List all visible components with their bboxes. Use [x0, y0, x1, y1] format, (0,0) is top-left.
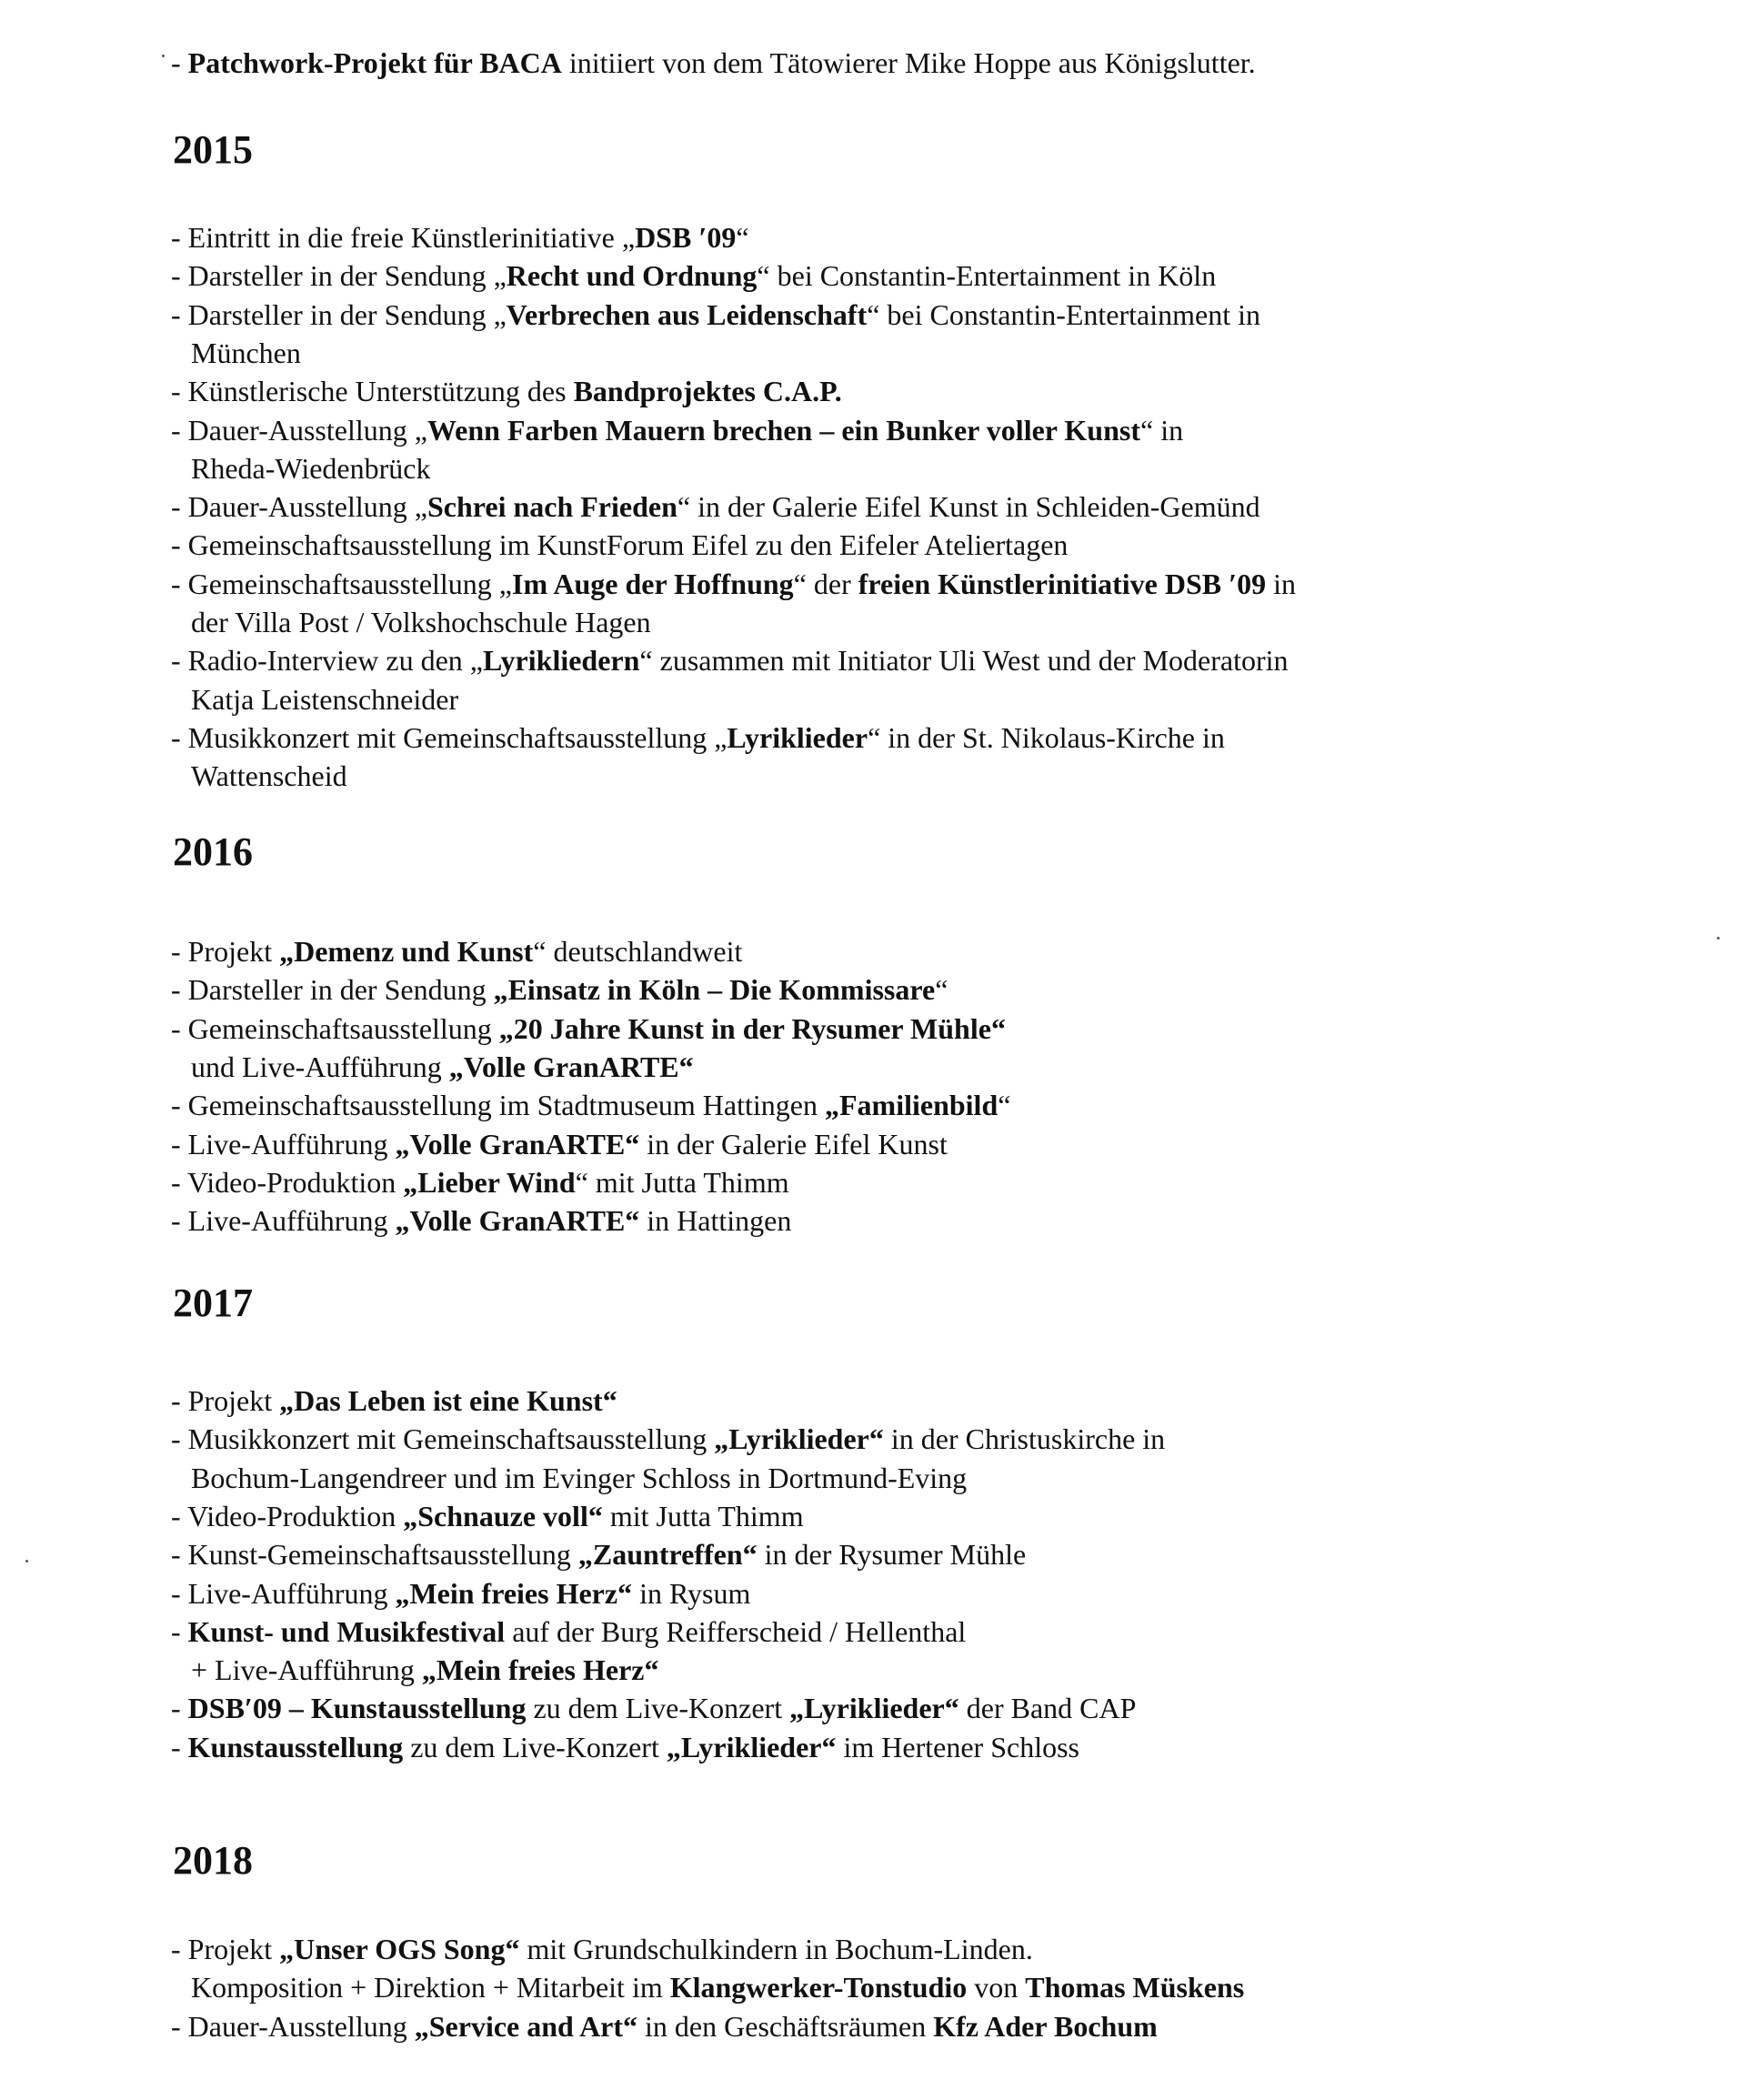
list-item — [171, 1163, 789, 1201]
text-segment: Bochum-Langendreer und im Evinger Schloss in Dortmund-Eving — [191, 1461, 968, 1494]
bold-text: „20 Jahre Kunst in der Rysumer Mühle“ — [498, 1011, 1006, 1045]
text-segment: - — [171, 46, 188, 79]
bold-text: Lyriklieder — [727, 720, 868, 754]
list-item — [171, 970, 948, 1009]
bold-text: Kunst- und Musikfestival — [187, 1614, 506, 1648]
list-item — [191, 449, 430, 487]
bold-text: „Lyriklieder“ — [666, 1730, 837, 1763]
list-item — [171, 1010, 1006, 1048]
text-segment: zu dem Live-Konzert — [403, 1730, 667, 1763]
list-item — [171, 1930, 1033, 1968]
text-segment: zu dem Live-Konzert — [526, 1692, 790, 1725]
text-segment: “ bei Constantin-Entertainment in Köln — [757, 259, 1217, 293]
year-heading: 2016 — [173, 829, 253, 874]
text-segment: mit Grundschulkindern in Bochum-Linden. — [519, 1933, 1033, 1965]
list-item — [171, 2007, 1158, 2045]
list-item — [171, 256, 1216, 295]
list-item — [171, 641, 1289, 679]
text-segment: - Radio-Interview zu den „ — [171, 644, 483, 678]
list-item — [171, 372, 842, 410]
text-segment: - — [171, 1692, 188, 1725]
list-item — [191, 1651, 658, 1689]
text-segment: in der Christuskirche in — [883, 1422, 1166, 1456]
text-segment: mit Jutta Thimm — [602, 1499, 804, 1532]
text-segment: - Video-Produktion — [171, 1499, 404, 1532]
bold-text: Schrei nach Frieden — [426, 490, 677, 524]
text-segment: der Villa Post / Volkshochschule Hagen — [191, 606, 651, 638]
text-segment: “ bei Constantin-Entertainment in — [867, 297, 1260, 331]
text-segment: - Darsteller in der Sendung „ — [171, 297, 507, 331]
list-item — [171, 1613, 966, 1651]
list-item — [191, 1048, 694, 1086]
text-segment: im Hertener Schloss — [836, 1730, 1079, 1763]
list-item — [191, 1968, 1244, 2006]
text-segment: - Projekt — [171, 1384, 280, 1417]
bold-text: „Lyriklieder“ — [789, 1692, 959, 1725]
list-item — [171, 1497, 804, 1535]
list-item — [191, 680, 458, 718]
text-segment: von — [967, 1971, 1026, 2005]
text-segment: “ — [935, 973, 948, 1007]
text-segment: “ in der Galerie Eifel Kunst in Schleiden-Gemünd — [677, 490, 1260, 524]
text-segment: München — [191, 336, 301, 369]
list-item — [171, 1728, 1079, 1766]
list-item — [171, 565, 1296, 603]
text-segment: + Live-Aufführung — [191, 1653, 422, 1687]
bold-text: Wenn Farben Mauern brechen – ein Bunker voller Kunst — [426, 413, 1140, 447]
text-segment: - Live-Aufführung — [171, 1576, 396, 1610]
text-segment: - — [171, 1730, 188, 1763]
bold-text: Patchwork-Projekt für BACA — [187, 46, 562, 79]
text-segment: - Eintritt in die freie Künstlerinitiative „ — [171, 221, 636, 254]
bold-text: DSB ′09 — [635, 221, 737, 254]
text-segment: Wattenscheid — [191, 759, 347, 793]
list-item — [171, 487, 1260, 526]
bold-text: „Volle GranARTE“ — [395, 1204, 640, 1238]
list-item — [171, 1689, 1136, 1727]
text-segment: - Gemeinschaftsausstellung „ — [171, 567, 512, 600]
bold-text: Klangwerker-Tonstudio — [669, 1971, 968, 2005]
list-item — [191, 1459, 967, 1497]
text-segment: in Rysum — [632, 1576, 751, 1610]
text-segment: - Video-Produktion — [171, 1165, 404, 1199]
scan-speck — [1717, 937, 1720, 939]
bold-text: Thomas Müskens — [1025, 1971, 1245, 2005]
bold-text: „Service and Art“ — [414, 2009, 638, 2043]
text-segment: “ der — [793, 567, 858, 600]
list-item — [191, 334, 301, 372]
text-segment: “ in — [1140, 413, 1184, 447]
text-segment: - Gemeinschaftsausstellung — [171, 1011, 499, 1045]
intro-line — [171, 44, 1256, 82]
text-segment: “ in der St. Nikolaus-Kirche in — [868, 720, 1225, 754]
text-segment: - Projekt — [171, 1933, 280, 1965]
text-segment: in — [1266, 567, 1297, 600]
bold-text: Bandprojektes C.A.P. — [573, 375, 842, 408]
text-segment: - Darsteller in der Sendung — [171, 973, 494, 1007]
bold-text: „Demenz und Kunst — [279, 935, 534, 968]
bold-text: Kfz Ader Bochum — [933, 2009, 1158, 2043]
text-segment: - Darsteller in der Sendung „ — [171, 259, 507, 293]
text-segment: und Live-Aufführung — [191, 1050, 449, 1083]
list-item — [171, 218, 749, 256]
list-item — [191, 603, 651, 641]
bold-text: „Zauntreffen“ — [577, 1538, 758, 1572]
bold-text: Im Auge der Hoffnung — [512, 567, 794, 600]
list-item — [171, 1574, 750, 1613]
bold-text: „Einsatz in Köln – Die Kommissare — [493, 973, 936, 1007]
text-segment: - Kunst-Gemeinschaftsausstellung — [171, 1538, 578, 1572]
list-item — [171, 1420, 1165, 1458]
year-heading: 2018 — [173, 1838, 253, 1883]
text-segment: Katja Leistenschneider — [191, 682, 459, 716]
list-item — [171, 1086, 1010, 1124]
bold-text: „Schnauze voll“ — [403, 1499, 603, 1532]
text-segment: in der Rysumer Mühle — [757, 1538, 1027, 1572]
text-segment: - Musikkonzert mit Gemeinschaftsausstellung — [171, 1422, 715, 1456]
text-segment: auf der Burg Reifferscheid / Hellenthal — [505, 1614, 967, 1648]
bold-text: „Lyriklieder“ — [714, 1422, 884, 1456]
bold-text: „Familienbild — [824, 1089, 998, 1122]
text-segment: - Gemeinschaftsausstellung im Stadtmuseum Hattingen — [171, 1089, 825, 1122]
list-item — [191, 757, 347, 795]
text-segment: in Hattingen — [639, 1204, 792, 1238]
bold-text: „Das Leben ist eine Kunst“ — [279, 1384, 617, 1417]
text-segment: in den Geschäftsräumen — [637, 2009, 934, 2043]
text-segment: - Dauer-Ausstellung — [171, 2009, 415, 2043]
scan-speck — [25, 1560, 28, 1562]
bold-text: „Volle GranARTE“ — [448, 1050, 694, 1083]
list-item — [171, 1535, 1026, 1573]
text-segment: - Live-Aufführung — [171, 1204, 396, 1238]
text-segment: “ zusammen mit Initiator Uli West und der Moderatorin — [639, 644, 1289, 678]
bold-text: „Volle GranARTE“ — [395, 1127, 640, 1161]
bold-text: Verbrechen aus Leidenschaft — [506, 297, 868, 331]
text-segment: “ deutschlandweit — [533, 935, 743, 968]
text-segment: - Gemeinschaftsausstellung im KunstForum Eifel zu den Eifeler Ateliertagen — [171, 528, 1069, 562]
text-segment: “ mit Jutta Thimm — [575, 1165, 789, 1199]
bold-text: Lyrikliedern — [482, 644, 640, 678]
year-heading: 2015 — [173, 127, 253, 172]
bold-text: freien Künstlerinitiative DSB ′09 — [858, 567, 1267, 600]
list-item — [171, 526, 1068, 564]
text-segment: in der Galerie Eifel Kunst — [639, 1127, 948, 1161]
bold-text: „Lieber Wind — [403, 1165, 576, 1199]
list-item — [171, 1125, 948, 1163]
list-item — [171, 296, 1260, 334]
text-segment: initiiert von dem Tätowierer Mike Hoppe aus Königslutter. — [561, 46, 1256, 79]
scan-speck — [162, 55, 165, 57]
bold-text: „Unser OGS Song“ — [279, 1933, 520, 1965]
list-item — [171, 1201, 791, 1240]
list-item — [171, 932, 742, 970]
bold-text: „Mein freies Herz“ — [421, 1653, 659, 1687]
list-item — [171, 718, 1225, 757]
text-segment: “ — [736, 221, 749, 254]
text-segment: - Projekt — [171, 935, 280, 968]
text-segment: Rheda-Wiedenbrück — [191, 451, 431, 485]
bold-text: DSB′09 – Kunstausstellung — [187, 1692, 527, 1725]
bold-text: „Mein freies Herz“ — [395, 1576, 633, 1610]
text-segment: der Band CAP — [958, 1692, 1137, 1725]
bold-text: Kunstausstellung — [187, 1730, 404, 1763]
text-segment: Komposition + Direktion + Mitarbeit im — [191, 1971, 670, 2005]
text-segment: “ — [998, 1089, 1011, 1122]
text-segment: - Künstlerische Unterstützung des — [171, 375, 574, 408]
list-item — [171, 411, 1183, 449]
year-heading: 2017 — [173, 1281, 253, 1325]
text-segment: - — [171, 1614, 188, 1648]
text-segment: - Dauer-Ausstellung „ — [171, 490, 427, 524]
text-segment: - Live-Aufführung — [171, 1127, 396, 1161]
text-segment: - Dauer-Ausstellung „ — [171, 413, 427, 447]
text-segment: - Musikkonzert mit Gemeinschaftsausstellung „ — [171, 720, 728, 754]
bold-text: Recht und Ordnung — [506, 259, 758, 293]
list-item — [171, 1382, 617, 1420]
